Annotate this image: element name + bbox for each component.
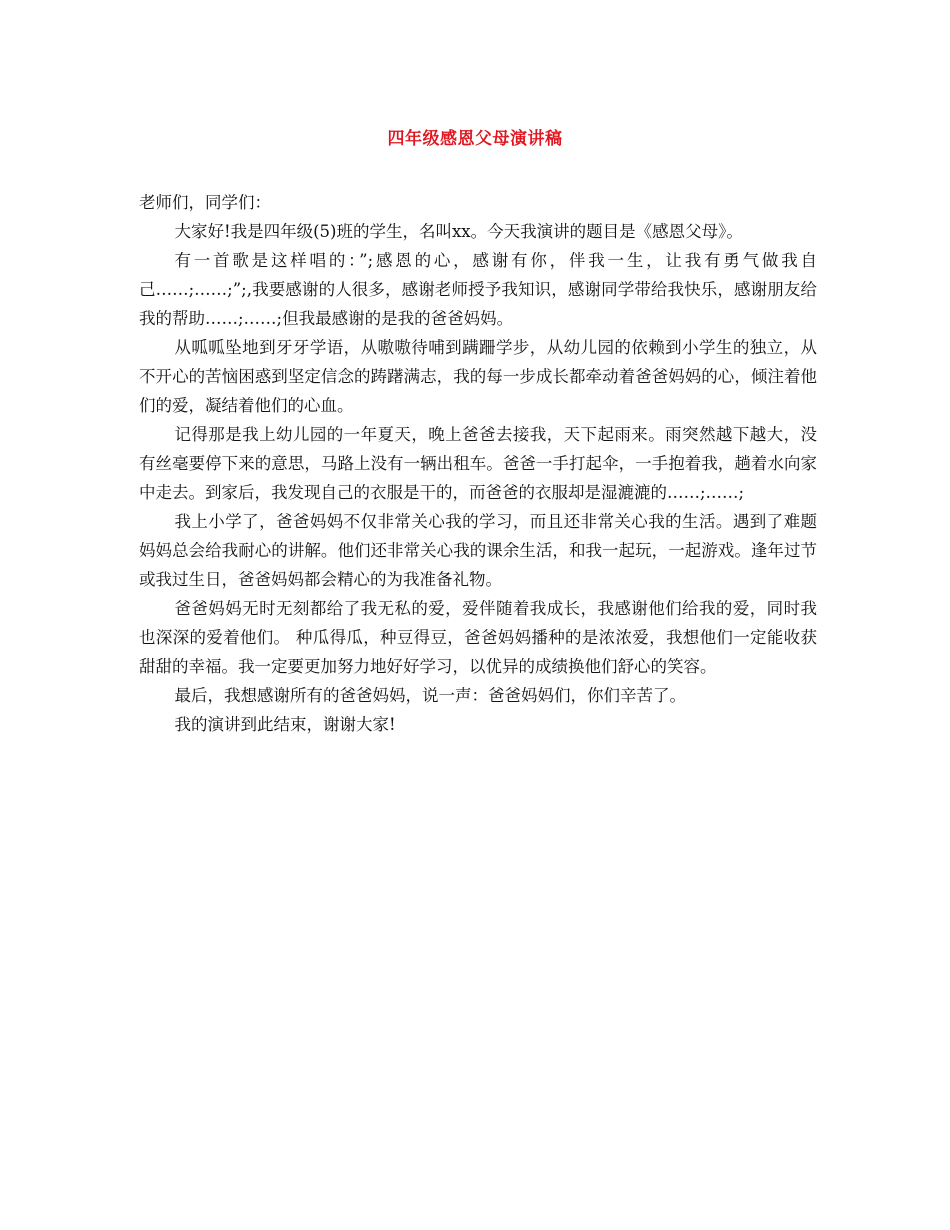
paragraph-primary-school: 我上小学了，爸爸妈妈不仅非常关心我的学习，而且还非常关心我的生活。遇到了难题妈妈总会给我耐心的讲解。他们还非常关心我的课余生活，和我一起玩，一起游戏。逢年过节或我过生日，爸爸妈妈都会精心的为我准备礼物。 bbox=[139, 512, 817, 589]
paragraph-closing: 我的演讲到此结束，谢谢大家! bbox=[174, 715, 396, 734]
paragraph-gratitude: 爸爸妈妈无时无刻都给了我无私的爱，爱伴随着我成长，我感谢他们给我的爱，同时我也深深的爱着他们。 种瓜得瓜，种豆得豆，爸爸妈妈播种的是浓浓爱，我想他们一定能收获甜甜的幸福。我一定要更加努力地好好学习，以优异的成绩换他们舒心的笑容。 bbox=[139, 599, 817, 676]
salutation: 老师们，同学们： bbox=[139, 193, 271, 212]
paragraph-rain-memory: 记得那是我上幼儿园的一年夏天，晚上爸爸去接我，天下起雨来。雨突然越下越大，没有丝毫要停下来的意思，马路上没有一辆出租车。爸爸一手打起伞，一手抱着我，趟着水向家中走去。到家后，我发现自己的衣服是干的，而爸爸的衣服却是湿漉漉的……;……; bbox=[139, 425, 817, 502]
paragraph-growth: 从呱呱坠地到牙牙学语，从嗷嗷待哺到蹒跚学步，从幼儿园的依赖到小学生的独立，从不开心的苦恼困惑到坚定信念的踌躇满志，我的每一步成长都牵动着爸爸妈妈的心，倾注着他们的爱，凝结着他们的心血。 bbox=[139, 338, 817, 415]
document-title: 四年级感恩父母演讲稿 bbox=[387, 129, 563, 149]
paragraph-greeting: 大家好!我是四年级(5)班的学生，名叫xx。今天我演讲的题目是《感恩父母》。 bbox=[174, 222, 743, 241]
document-body bbox=[139, 188, 817, 739]
paragraph-song: 有一首歌是这样唱的：”;感恩的心，感谢有你，伴我一生，让我有勇气做我自己……;……;”;,我要感谢的人很多，感谢老师授予我知识，感谢同学带给我快乐，感谢朋友给我的帮助……;……;但我最感谢的是我的爸爸妈妈。 bbox=[139, 251, 817, 328]
paragraph-thanks: 最后，我想感谢所有的爸爸妈妈，说一声：爸爸妈妈们，你们辛苦了。 bbox=[174, 686, 686, 705]
